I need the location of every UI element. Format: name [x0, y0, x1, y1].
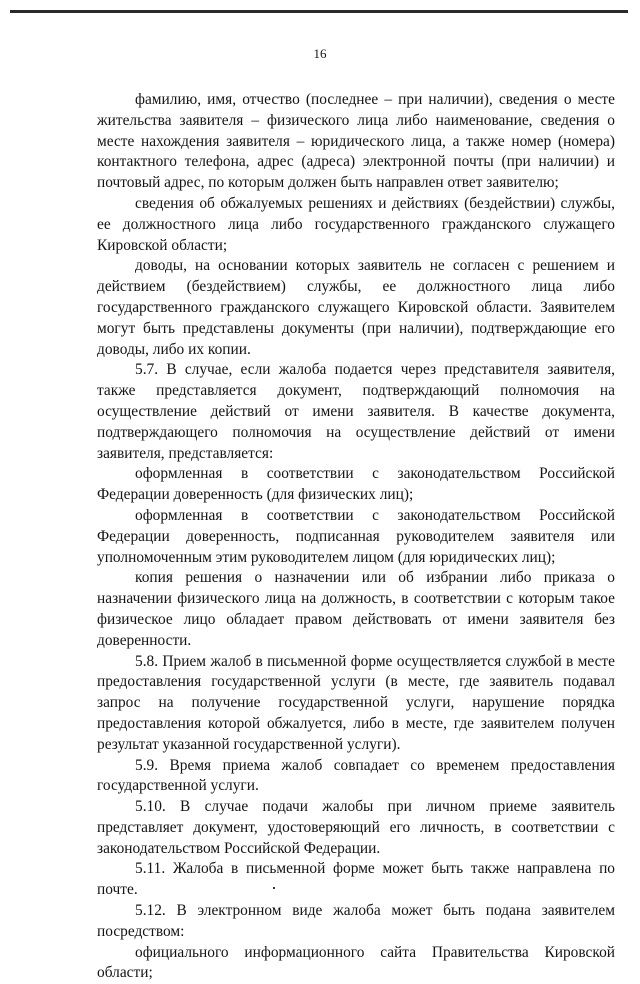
paragraph-power-of-attorney-individuals: оформленная в соответствии с законодательством Российской Федерации доверенность (для физических лиц);	[97, 465, 615, 504]
paragraph-appointment-decision: копия решения о назначении или об избрании либо приказа о назначении физического лица на должность, в соответствии с которым такое физическое лицо обладает правом действовать от имени заявителя без доверенности.	[97, 569, 615, 649]
paragraph-power-of-attorney-legal-entities: оформленная в соответствии с законодательством Российской Федерации доверенность, подписанная руководителем заявителя или уполномоченным этим руководителем лицом (для юридических лиц);	[97, 506, 615, 566]
paragraph-5-11: 5.11. Жалоба в письменной форме может быть также направлена по почте.	[97, 860, 615, 899]
top-rule	[10, 10, 628, 13]
paragraph-arguments: доводы, на основании которых заявитель не согласен с решением и действием (бездействием) службы, ее должностного лица либо государственного гражданского служащего Кировской области. Заявителем могут быть представлены документы (при наличии), подтверждающие его доводы, либо их копии.	[97, 257, 615, 358]
paragraph-5-9: 5.9. Время приема жалоб совпадает со временем предоставления государственной услуги.	[97, 756, 615, 795]
paragraph-appealed-decisions: сведения об обжалуемых решениях и действиях (бездействии) службы, ее должностного лица либо государственного гражданского служащего Кировской области;	[97, 194, 615, 254]
paragraph-official-site: официального информационного сайта Правительства Кировской области;	[97, 943, 615, 982]
page-number: 16	[313, 46, 327, 61]
paragraph-5-8: 5.8. Прием жалоб в письменной форме осуществляется службой в месте предоставления государственной услуги (в месте, где заявитель подавал запрос на получение государственной услуги, нарушение порядка предоставления которой обжалуется, либо в месте, где заявителем получен результат указанной государственной услуги).	[97, 652, 615, 753]
paragraph-5-12: 5.12. В электронном виде жалоба может быть подана заявителем посредством:	[97, 902, 615, 940]
paragraph-5-10: 5.10. В случае подачи жалобы при личном приеме заявитель представляет документ, удостоверяющий его личность, в соответствии с законодательством Российской Федерации.	[97, 798, 615, 857]
document-body	[97, 90, 615, 984]
paragraph-applicant-details: фамилию, имя, отчество (последнее – при наличии), сведения о месте жительства заявителя – физического лица либо наименование, сведения о месте нахождения заявителя – юридического лица, а также номер (номера) контактного телефона, адрес (адреса) электронной почты (при наличии) и почтовый адрес, по которым должен быть направлен ответ заявителю;	[97, 91, 615, 192]
paragraph-5-7: 5.7. В случае, если жалоба подается через представителя заявителя, также представляется документ, подтверждающий полномочия на осуществление действий от имени заявителя. В качестве документа, подтверждающего полномочия на осуществление действий от имени заявителя, представляется:	[97, 361, 615, 462]
scan-mark	[273, 887, 275, 889]
